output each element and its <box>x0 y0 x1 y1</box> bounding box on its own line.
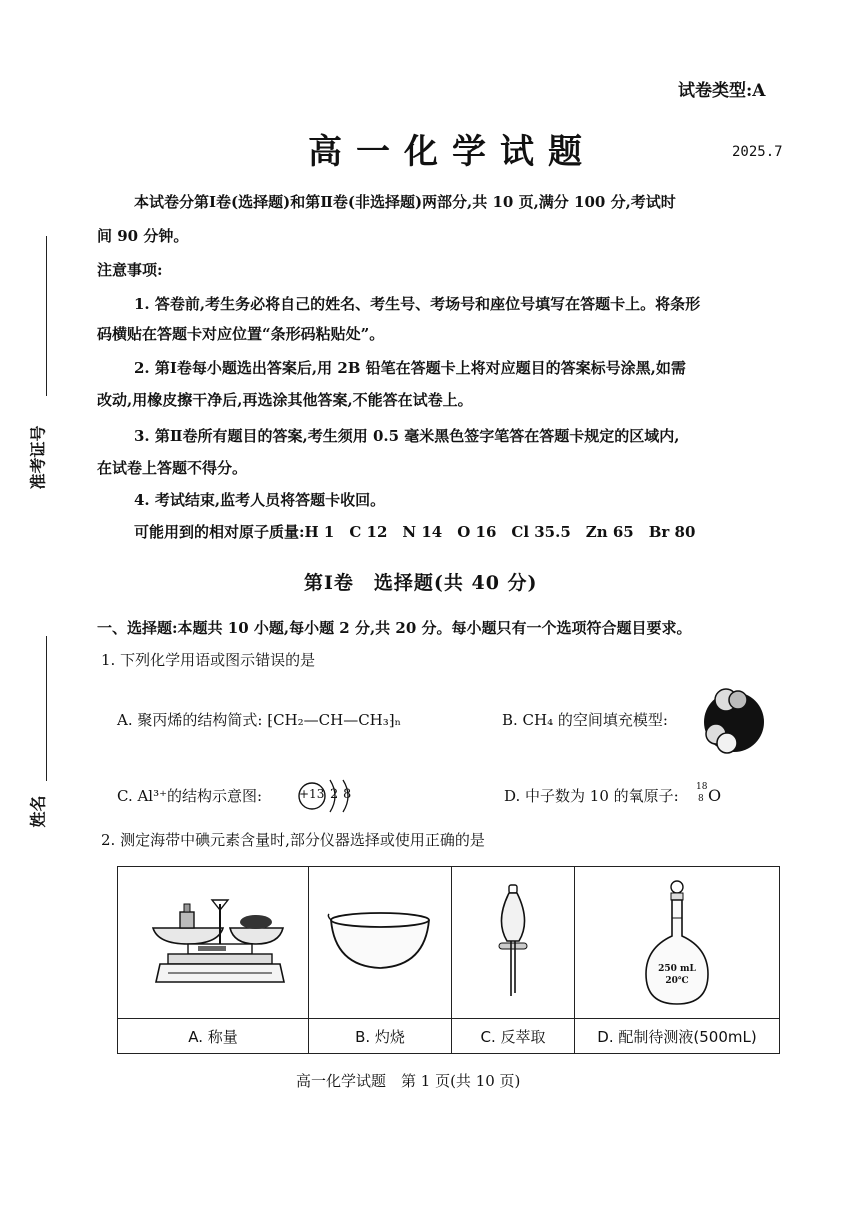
balance-scale-icon <box>138 886 288 996</box>
instrument-captions-row <box>118 1019 780 1054</box>
aluminum-ion-structure-diagram <box>296 776 366 816</box>
notes-heading: 注意事项: <box>97 261 163 279</box>
isotope-mass-number: 18 <box>696 782 708 792</box>
section-1-instructions: 一、选择题:本题共 10 小题,每小题 2 分,共 20 分。每小题只有一个选项符合题目要求。 <box>97 619 692 637</box>
methane-space-filling-model-icon <box>696 684 772 756</box>
separatory-funnel-icon <box>483 881 543 1001</box>
volumetric-flask-icon <box>642 878 712 1008</box>
funnel-cell <box>452 867 575 1019</box>
element-symbol: O <box>708 786 722 805</box>
crucible-cell <box>309 867 452 1019</box>
note-2-line-1: 2. 第Ⅰ卷每小题选出答案后,用 2B 铅笔在答题卡上将对应题目的答案标号涂黑,如需 <box>134 359 686 377</box>
flask-temperature-label: 20℃ <box>665 975 689 986</box>
q1-option-b <box>502 710 668 730</box>
atomic-masses: 可能用到的相对原子质量:H 1 C 12 N 14 O 16 Cl 35.5 Zn 65 Br 80 <box>134 523 696 541</box>
flask-volume-label: 250 mL <box>658 963 696 974</box>
q1-option-a-label: A. 聚丙烯的结构简式: <box>117 711 263 729</box>
shell-1-electrons: 2 <box>330 787 339 802</box>
section-1-heading: 第Ⅰ卷 选择题(共 40 分) <box>304 572 538 594</box>
name-label: 姓名 <box>28 795 48 828</box>
note-3-line-1: 3. 第Ⅱ卷所有题目的答案,考生须用 0.5 毫米黑色签字笔答在答题卡规定的区域内, <box>134 427 680 445</box>
intro-line-1: 本试卷分第Ⅰ卷(选择题)和第Ⅱ卷(非选择题)两部分,共 10 页,满分 100 分,考试时 <box>134 193 676 211</box>
q1-option-c-label: C. Al³⁺的结构示意图: <box>117 787 263 805</box>
note-2-line-2: 改动,用橡皮擦干净后,再选涂其他答案,不能答在试卷上。 <box>97 391 473 409</box>
exam-date: 2025.7 <box>732 144 783 160</box>
evaporating-dish-icon <box>325 906 435 976</box>
q1-option-d <box>504 786 679 806</box>
nucleus-charge: +13 <box>299 787 325 801</box>
option-c-caption: C. 反萃取 <box>452 1019 575 1054</box>
volumetric-flask-wrapper <box>642 878 712 1008</box>
option-b-caption: B. 灼烧 <box>309 1019 452 1054</box>
intro-line-2: 间 90 分钟。 <box>97 227 189 245</box>
polypropylene-formula: ⁅CH₂—CH—CH₃⁆ₙ <box>267 711 402 729</box>
page-footer: 高一化学试题 第 1 页(共 10 页) <box>296 1072 521 1090</box>
note-4: 4. 考试结束,监考人员将答题卡收回。 <box>134 491 386 509</box>
q1-option-c <box>117 786 262 806</box>
shell-2-electrons: 8 <box>343 787 352 802</box>
instrument-table <box>117 866 780 1054</box>
name-line <box>46 636 47 781</box>
q1-option-a <box>117 710 401 730</box>
oxygen-isotope-notation <box>696 782 730 810</box>
option-a-caption: A. 称量 <box>118 1019 309 1054</box>
paper-type-label: 试卷类型:A <box>678 81 766 101</box>
balance-cell <box>118 867 309 1019</box>
q1-option-b-label: B. CH₄ 的空间填充模型: <box>502 711 668 729</box>
ticket-number-line <box>46 236 47 396</box>
page-title: 高一化学试题 <box>308 132 596 172</box>
volumetric-flask-cell <box>575 867 780 1019</box>
isotope-atomic-number: 8 <box>698 794 704 804</box>
note-1-line-1: 1. 答卷前,考生务必将自己的姓名、考生号、考场号和座位号填写在答题卡上。将条形 <box>134 295 701 313</box>
q1-stem: 1. 下列化学用语或图示错误的是 <box>101 651 316 669</box>
note-3-line-2: 在试卷上答题不得分。 <box>97 459 248 477</box>
note-1-line-2: 码横贴在答题卡对应位置“条形码粘贴处”。 <box>97 325 385 343</box>
q1-option-d-label: D. 中子数为 10 的氧原子: <box>504 787 679 805</box>
ticket-number-label: 准考证号 <box>28 425 48 490</box>
option-d-caption: D. 配制待测液(500mL) <box>575 1019 780 1054</box>
instrument-images-row <box>118 867 780 1019</box>
q2-stem: 2. 测定海带中碘元素含量时,部分仪器选择或使用正确的是 <box>101 831 485 849</box>
